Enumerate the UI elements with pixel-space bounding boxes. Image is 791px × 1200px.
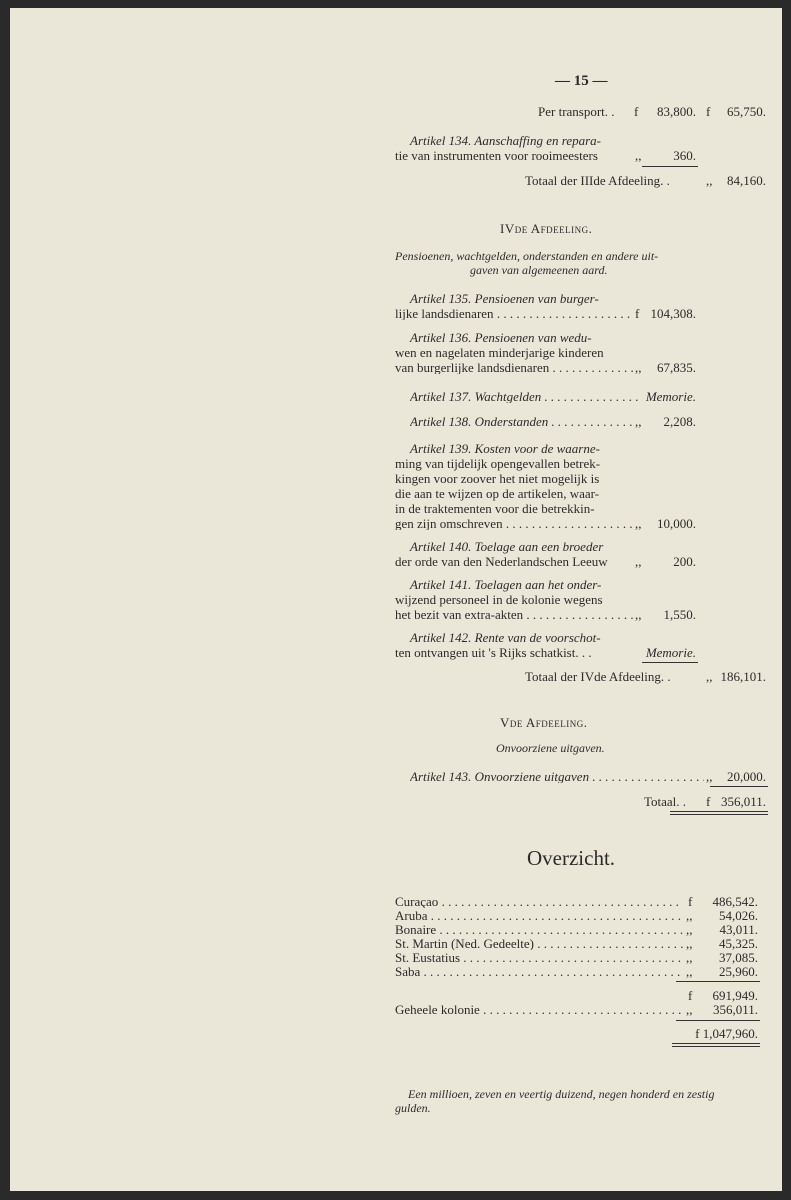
art143-sym: ,, bbox=[706, 769, 713, 784]
art141-sym: ,, bbox=[635, 607, 642, 622]
art134-line1: Artikel 134. Aanschaffing en repara- bbox=[410, 133, 602, 148]
overview-row-1-sym: ,, bbox=[686, 908, 693, 923]
document-page bbox=[10, 8, 782, 1191]
art139-line4: die aan te wijzen op de artikelen, waar- bbox=[395, 486, 600, 501]
art139-sym: ,, bbox=[635, 516, 642, 531]
transport-label: Per transport. . bbox=[538, 104, 615, 119]
art142-line2: ten ontvangen uit 's Rijks schatkist. . . bbox=[395, 645, 592, 660]
art136-line3-text: van burgerlijke landsdienaren bbox=[395, 361, 550, 374]
rule-grand-2 bbox=[670, 814, 768, 815]
art134-sym: ,, bbox=[635, 148, 642, 163]
overview-row-0-amount: 486,542. bbox=[712, 894, 758, 909]
art140-line1: Artikel 140. Toelage aan een broeder bbox=[410, 539, 604, 554]
grand-total-label: Totaal. . bbox=[644, 794, 687, 809]
art143-amount: 20,000. bbox=[727, 769, 766, 784]
total4-amount: 186,101. bbox=[720, 669, 766, 684]
art138-line1 bbox=[410, 415, 633, 428]
art135-line1: Artikel 135. Pensioenen van burger- bbox=[410, 291, 599, 306]
section4-subtitle-1: Pensioenen, wachtgelden, onderstanden en andere uit- bbox=[395, 249, 659, 263]
overview-colony-amount: 356,011. bbox=[712, 1002, 758, 1017]
overview-row-5-amount: 25,960. bbox=[719, 964, 758, 979]
transport-sym-1: f bbox=[634, 104, 639, 119]
art136-line3 bbox=[395, 361, 633, 374]
overview-colony-name: Geheele kolonie bbox=[395, 1003, 480, 1016]
art136-amount: 67,835. bbox=[657, 360, 696, 375]
overview-row-2 bbox=[395, 923, 683, 936]
art141-line2: wijzend personeel in de kolonie wegens bbox=[395, 592, 603, 607]
overview-subtotal-sym: f bbox=[688, 988, 693, 1003]
total3-label: Totaal der IIIde Afdeeling. . bbox=[525, 173, 670, 188]
total3-amount: 84,160. bbox=[727, 173, 766, 188]
overview-row-5-sym: ,, bbox=[686, 964, 693, 979]
overview-row-4-sym: ,, bbox=[686, 950, 693, 965]
overview-row-5 bbox=[395, 965, 683, 978]
overview-row-3 bbox=[395, 937, 683, 950]
art138-sym: ,, bbox=[635, 414, 642, 429]
overview-row-0-name: Curaçao bbox=[395, 895, 439, 908]
art142-amount: Memorie. bbox=[645, 645, 696, 660]
rule-overview-sub bbox=[676, 981, 760, 982]
overview-row-4-amount: 37,085. bbox=[719, 950, 758, 965]
art139-line2: ming van tijdelijk opengevallen betrek- bbox=[395, 456, 601, 471]
total4-sym: ,, bbox=[706, 669, 713, 684]
art139-line6 bbox=[395, 517, 633, 530]
overview-row-3-amount: 45,325. bbox=[719, 936, 758, 951]
art141-amount: 1,550. bbox=[663, 607, 696, 622]
overview-row-1 bbox=[395, 909, 683, 922]
grand-total-sym: f bbox=[706, 794, 711, 809]
overview-subtotal-amount: 691,949. bbox=[712, 988, 758, 1003]
section4-subtitle-2: gaven van algemeenen aard. bbox=[470, 263, 608, 277]
art141-line3 bbox=[395, 608, 633, 621]
total3-sym: ,, bbox=[706, 173, 713, 188]
amount-in-words-2: gulden. bbox=[395, 1101, 431, 1115]
art141-line1: Artikel 141. Toelagen aan het onder- bbox=[410, 577, 602, 592]
rule-art142 bbox=[642, 662, 698, 663]
art142-line1: Artikel 142. Rente van de voorschot- bbox=[410, 630, 601, 645]
overview-row-0 bbox=[395, 895, 683, 908]
overview-row-1-amount: 54,026. bbox=[719, 908, 758, 923]
grand-total-amount: 356,011. bbox=[720, 794, 766, 809]
section5-subtitle: Onvoorziene uitgaven. bbox=[496, 741, 605, 755]
art139-line6-text: gen zijn omschreven bbox=[395, 517, 503, 530]
overview-row-2-amount: 43,011. bbox=[719, 922, 758, 937]
art136-line1: Artikel 136. Pensioenen van wedu- bbox=[410, 330, 592, 345]
art140-sym: ,, bbox=[635, 554, 642, 569]
art138-amount: 2,208. bbox=[663, 414, 696, 429]
transport-amount-1: 83,800. bbox=[657, 104, 696, 119]
art136-line2: wen en nagelaten minderjarige kinderen bbox=[395, 345, 604, 360]
art135-sym: f bbox=[635, 306, 640, 321]
overview-row-0-sym: f bbox=[688, 894, 693, 909]
art139-line3: kingen voor zoover het niet mogelijk is bbox=[395, 471, 600, 486]
art138-line1-text: Artikel 138. Onderstanden bbox=[410, 415, 549, 428]
art137-line1 bbox=[410, 390, 638, 403]
overview-row-1-name: Aruba bbox=[395, 909, 428, 922]
rule-grand-1 bbox=[670, 811, 768, 812]
rule-art143 bbox=[710, 786, 768, 787]
art139-line1: Artikel 139. Kosten voor de waarne- bbox=[410, 441, 600, 456]
total4-label: Totaal der IVde Afdeeling. . bbox=[525, 669, 671, 684]
art137-line1-text: Artikel 137. Wachtgelden bbox=[410, 390, 542, 403]
overview-final-total: f 1,047,960. bbox=[695, 1026, 758, 1041]
rule-art134 bbox=[642, 166, 698, 167]
rule-final-1 bbox=[672, 1043, 760, 1044]
page-number: — 15 — bbox=[555, 73, 608, 89]
art134-line2: tie van instrumenten voor rooimeesters bbox=[395, 148, 598, 163]
overview-row-2-name: Bonaire bbox=[395, 923, 437, 936]
overview-row-3-sym: ,, bbox=[686, 936, 693, 951]
art134-amount: 360. bbox=[673, 148, 696, 163]
overview-title: Overzicht. bbox=[527, 846, 616, 870]
section4-heading: IVde Afdeeling. bbox=[500, 221, 593, 236]
overview-colony-sym: ,, bbox=[686, 1002, 693, 1017]
art140-line2: der orde van den Nederlandschen Leeuw bbox=[395, 554, 608, 569]
rule-final-2 bbox=[672, 1046, 760, 1047]
overview-row-4-name: St. Eustatius bbox=[395, 951, 461, 964]
overview-row-3-name: St. Martin (Ned. Gedeelte) bbox=[395, 937, 534, 950]
art141-line3-text: het bezit van extra-akten bbox=[395, 608, 524, 621]
art140-amount: 200. bbox=[673, 554, 696, 569]
overview-row-2-sym: ,, bbox=[686, 922, 693, 937]
overview-row-4 bbox=[395, 951, 683, 964]
section5-heading: Vde Afdeeling. bbox=[500, 715, 588, 730]
art135-line2 bbox=[395, 307, 633, 320]
transport-sym-2: f bbox=[706, 104, 711, 119]
art143-line1 bbox=[410, 770, 704, 783]
amount-in-words-1: Een millioen, zeven en veertig duizend, negen honderd en zestig bbox=[408, 1087, 715, 1101]
art135-amount: 104,308. bbox=[650, 306, 696, 321]
art143-line1-text: Artikel 143. Onvoorziene uitgaven bbox=[410, 770, 590, 783]
art137-amount: Memorie. bbox=[645, 389, 696, 404]
overview-colony bbox=[395, 1003, 683, 1016]
art139-amount: 10,000. bbox=[657, 516, 696, 531]
art135-line2-text: lijke landsdienaren bbox=[395, 307, 494, 320]
overview-row-5-name: Saba bbox=[395, 965, 421, 978]
art139-line5: in de traktementen voor die betrekkin- bbox=[395, 501, 595, 516]
transport-amount-2: 65,750. bbox=[727, 104, 766, 119]
rule-overview-final bbox=[676, 1020, 760, 1021]
art136-sym: ,, bbox=[635, 360, 642, 375]
